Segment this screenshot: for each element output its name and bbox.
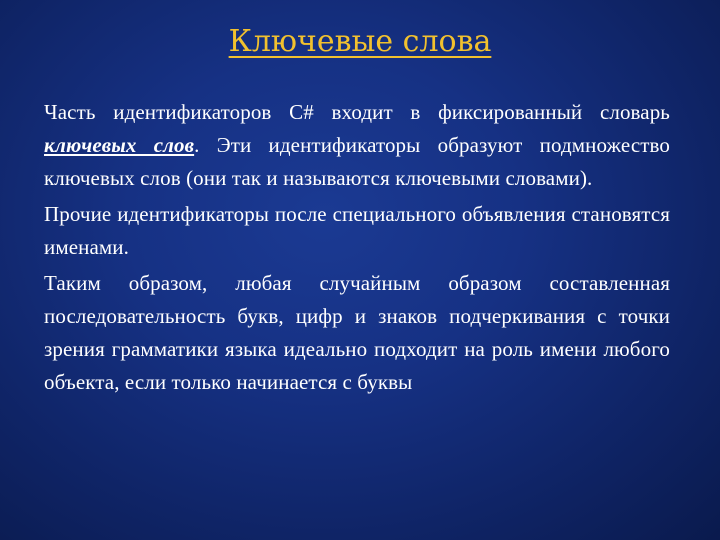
slide-title-text: Ключевые слова [228, 24, 492, 59]
keyword-term: ключевых слов [44, 133, 195, 157]
slide-body [44, 96, 670, 402]
paragraph-keywords [44, 96, 670, 195]
paragraph-keywords-before: Часть идентификаторов C# входит в фиксированный словарь [44, 100, 670, 124]
paragraph-other-identifiers: Прочие идентификаторы после специального объявления становятся именами. [44, 202, 670, 259]
paragraph-names: Таким образом, любая случайным образом составленная последовательность букв, цифр и знаков подчеркивания с точки зрения грамматики языка идеально подходит на роль имени любого объекта, если только начинается с буквы [44, 271, 670, 394]
slide-title [0, 22, 720, 62]
paragraph-keywords-after: . Эти идентификаторы образуют подмножество ключевых слов (они так и называются ключевыми словами). [44, 133, 670, 190]
